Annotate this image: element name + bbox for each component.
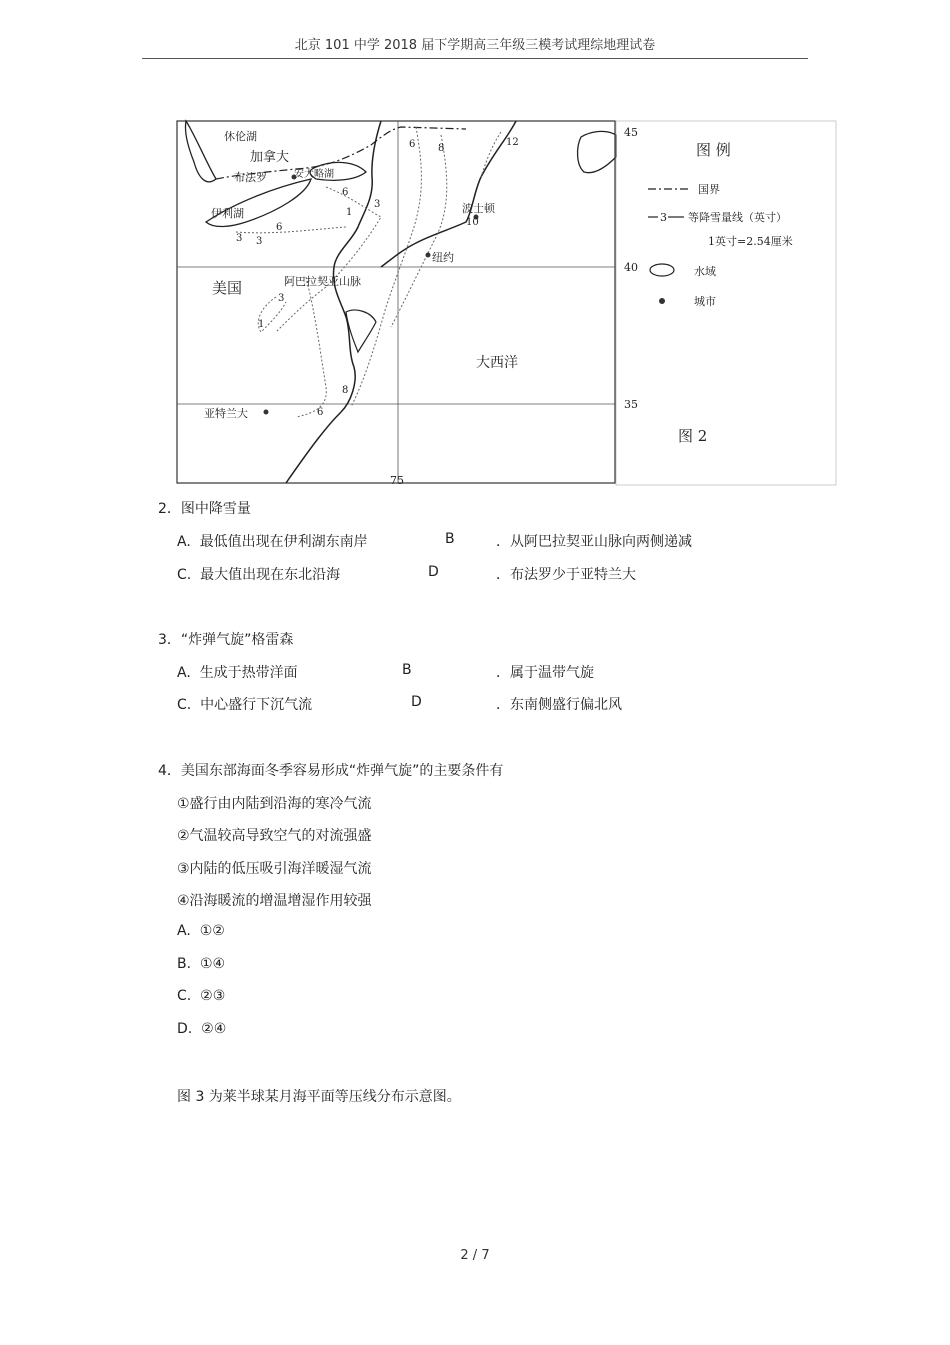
q4-item-3: ③内陆的低压吸引海洋暖湿气流 (177, 861, 372, 877)
q4-a-letter: A. (177, 923, 191, 939)
q4-item-4: ④沿海暖流的增温增湿作用较强 (177, 893, 372, 909)
iso-value: 6 (317, 407, 324, 418)
legend-isoline-sample: 3 (660, 211, 667, 224)
nova-scotia-landmass (578, 131, 616, 172)
iso-value: 10 (466, 217, 479, 228)
iso-value: 1 (258, 319, 265, 330)
q3-option-d[interactable]: ．东南侧盛行偏北风 (496, 697, 622, 713)
iso-value: 8 (342, 385, 349, 396)
boston-label: 波士顿 (462, 202, 495, 215)
new-england-coast (381, 121, 516, 267)
lat-35-label: 35 (624, 398, 638, 411)
buffalo-label: 布法罗 (234, 171, 267, 184)
legend-frame (616, 121, 836, 485)
canada-label: 加拿大 (250, 150, 290, 165)
isoline-8-south (296, 277, 326, 417)
q3-c-letter: C. (177, 697, 192, 713)
legend-title: 图 例 (696, 141, 731, 159)
q4-b-letter: B. (177, 956, 192, 972)
iso-value: 3 (374, 199, 381, 210)
iso-value: 6 (409, 139, 416, 150)
q3-option-a[interactable] (177, 662, 298, 682)
q2-option-b[interactable]: ．从阿巴拉契亚山脉向两侧递减 (496, 534, 692, 550)
atlantic-label: 大西洋 (476, 355, 518, 371)
snowfall-map-figure (176, 117, 838, 487)
q2-c-text: 最大值出现在东北沿海 (200, 567, 341, 583)
figure-label: 图 2 (678, 427, 708, 445)
figure-3-intro: 图 3 为莱半球某月海平面等压线分布示意图。 (177, 1089, 461, 1105)
lake-huron-label: 休伦湖 (224, 130, 257, 143)
q4-item-2: ②气温较高导致空气的对流强盛 (177, 828, 372, 844)
legend-border-label: 国界 (698, 183, 720, 196)
legend-isoline-label: 等降雪量线（英寸） (688, 211, 787, 224)
q2-option-d[interactable]: ．布法罗少于亚特兰大 (496, 567, 636, 583)
q4-stem: 4．美国东部海面冬季容易形成“炸弹气旋”的主要条件有 (158, 763, 504, 779)
lake-huron (185, 121, 216, 182)
q4-c-text: ②③ (200, 988, 226, 1004)
iso-value: 6 (276, 222, 283, 233)
usa-label: 美国 (212, 279, 243, 297)
q2-c-letter: C. (177, 567, 192, 583)
q4-d-text: ②④ (201, 1021, 227, 1037)
q4-d-letter: D. (177, 1021, 193, 1037)
appalachian-label: 阿巴拉契亚山脉 (284, 275, 361, 288)
q3-a-letter: A. (177, 665, 191, 681)
iso-value: 3 (256, 236, 263, 247)
isoline-8-east (391, 135, 447, 327)
page-number: 2 / 7 (460, 1248, 490, 1263)
q2-d-letter: D (428, 564, 439, 580)
atlanta-city-dot (264, 410, 269, 415)
q4-c-letter: C. (177, 988, 192, 1004)
q2-option-c[interactable] (177, 564, 340, 584)
q3-option-b[interactable]: ．属于温带气旋 (496, 665, 594, 681)
q3-option-c[interactable] (177, 694, 312, 714)
iso-value: 6 (342, 187, 349, 198)
page-header-title: 北京 101 中学 2018 届下学期高三年级三模考试理综地理试卷 (294, 38, 656, 53)
iso-value: 12 (506, 137, 519, 148)
iso-value: 3 (236, 233, 243, 244)
lat-40-label: 40 (624, 261, 638, 274)
q2-stem: 2．图中降雪量 (158, 501, 251, 517)
iso-value: 3 (278, 293, 285, 304)
q3-c-text: 中心盛行下沉气流 (200, 697, 313, 713)
header-divider (142, 58, 808, 59)
q4-a-text: ①② (199, 923, 225, 939)
legend-city-label: 城市 (694, 295, 716, 308)
q3-d-letter: D (411, 694, 422, 710)
q4-option-d[interactable] (177, 1021, 226, 1037)
atlanta-label: 亚特兰大 (204, 407, 248, 420)
q4-option-a[interactable] (177, 923, 225, 939)
lat-45-label: 45 (624, 126, 638, 139)
q4-b-text: ①④ (199, 956, 226, 972)
q3-stem: 3．“炸弹气旋”格雷森 (158, 632, 294, 648)
q3-a-text: 生成于热带洋面 (199, 665, 298, 681)
q4-item-1: ①盛行由内陆到沿海的寒冷气流 (177, 796, 372, 812)
isoline-3-erie (236, 227, 346, 233)
lake-erie-label: 伊利湖 (211, 207, 244, 220)
new-york-city-dot (426, 253, 431, 258)
legend-water-symbol (650, 264, 674, 276)
q2-option-a[interactable] (177, 531, 368, 551)
lake-ontario-label: 安大略湖 (294, 169, 334, 180)
snowfall-map (176, 117, 838, 487)
iso-value: 8 (438, 143, 445, 154)
q4-option-c[interactable] (177, 988, 225, 1004)
new-york-label: 纽约 (432, 251, 454, 264)
q2-b-letter: B (445, 531, 455, 547)
lon-75-label: 75 (390, 474, 404, 487)
legend-water-label: 水域 (694, 265, 716, 278)
q4-option-b[interactable] (177, 956, 225, 972)
q2-a-letter: A. (177, 534, 191, 550)
legend-conversion: 1英寸=2.54厘米 (708, 235, 793, 248)
legend-city-symbol (659, 298, 665, 304)
q3-b-letter: B (402, 662, 412, 678)
q2-a-text: 最低值出现在伊利湖东南岸 (199, 534, 368, 550)
iso-value: 1 (346, 207, 353, 218)
